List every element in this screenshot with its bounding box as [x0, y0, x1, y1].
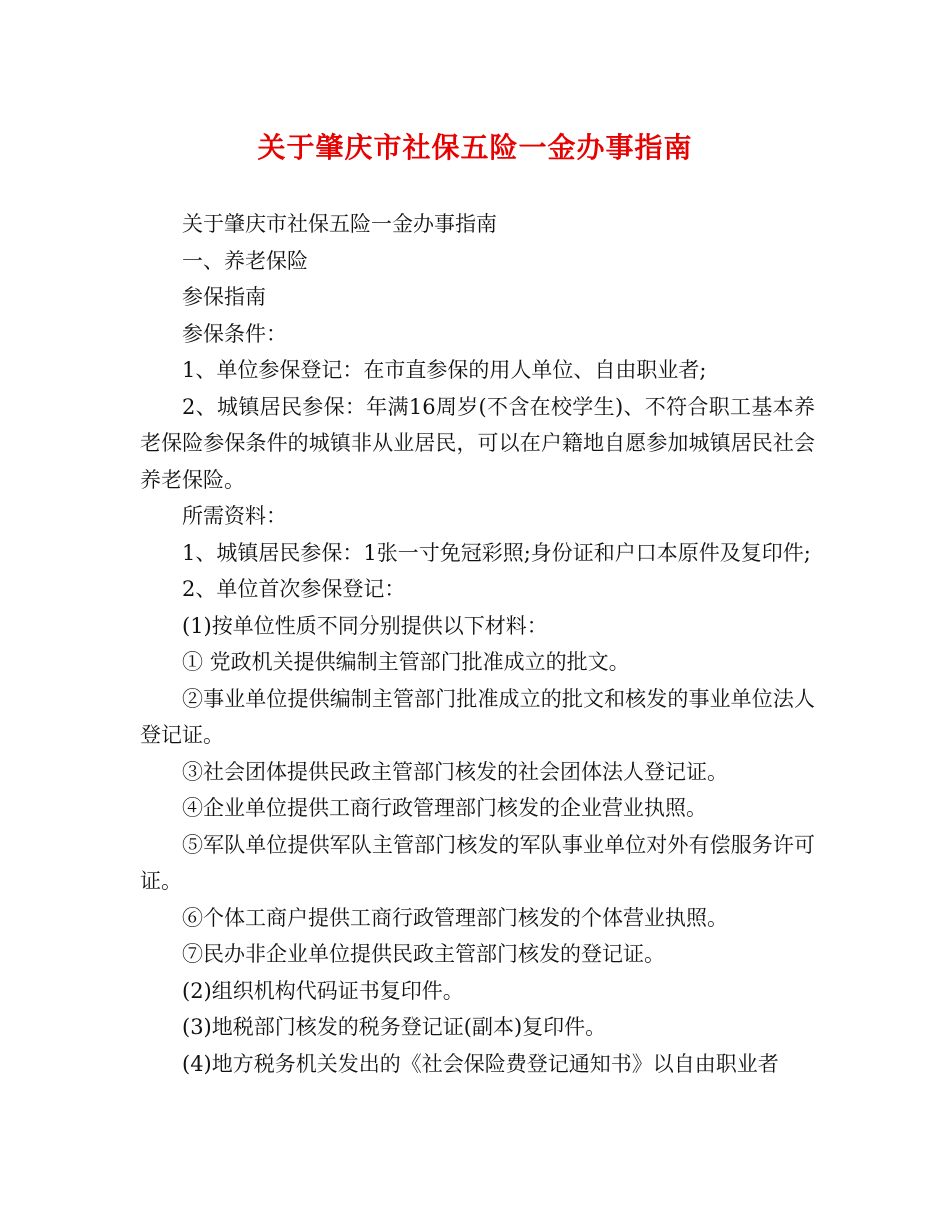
paragraph: (1)按单位性质不同分别提供以下材料：: [182, 613, 548, 638]
paragraph: 1、城镇居民参保：1张一寸免冠彩照;身份证和户口本原件及复印件;: [182, 540, 811, 565]
paragraph: 所需资料：: [182, 504, 287, 528]
paragraph: 1、单位参保登记：在市直参保的用人单位、自由职业者;: [182, 358, 707, 382]
paragraph: (3)地税部门核发的税务登记证(副本)复印件。: [182, 1015, 607, 1039]
list-item: ⑥个体工商户提供工商行政管理部门核发的个体营业执照。: [182, 905, 728, 930]
list-item: ③社会团体提供民政主管部门核发的社会团体法人登记证。: [182, 759, 728, 784]
subsection-heading: 参保指南: [182, 285, 266, 309]
paragraph: 参保条件：: [182, 321, 287, 346]
list-item: ⑤军队单位提供军队主管部门核发的军队事业单位对外有偿服务许可证。: [140, 832, 815, 893]
list-item: ②事业单位提供编制主管部门批准成立的批文和核发的事业单位法人登记证。: [140, 686, 815, 747]
paragraph: 2、单位首次参保登记：: [182, 577, 406, 601]
document-title: 关于肇庆市社保五险一金办事指南: [257, 131, 693, 164]
paragraph: 关于肇庆市社保五险一金办事指南: [182, 212, 497, 236]
document-body: [140, 206, 815, 1082]
section-heading: 一、养老保险: [182, 248, 308, 273]
paragraph: (4)地方税务机关发出的《社会保险费登记通知书》以自由职业者: [182, 1051, 779, 1076]
list-item: ④企业单位提供工商行政管理部门核发的企业营业执照。: [182, 796, 707, 820]
list-item: ① 党政机关提供编制主管部门批准成立的批文。: [182, 650, 630, 674]
list-item: ⑦民办非企业单位提供民政主管部门核发的登记证。: [182, 942, 665, 966]
paragraph: (2)组织机构代码证书复印件。: [182, 978, 464, 1003]
paragraph: 2、城镇居民参保：年满16周岁(不含在校学生)、不符合职工基本养老保险参保条件的城镇非从业居民，可以在户籍地自愿参加城镇居民社会养老保险。: [140, 394, 815, 492]
